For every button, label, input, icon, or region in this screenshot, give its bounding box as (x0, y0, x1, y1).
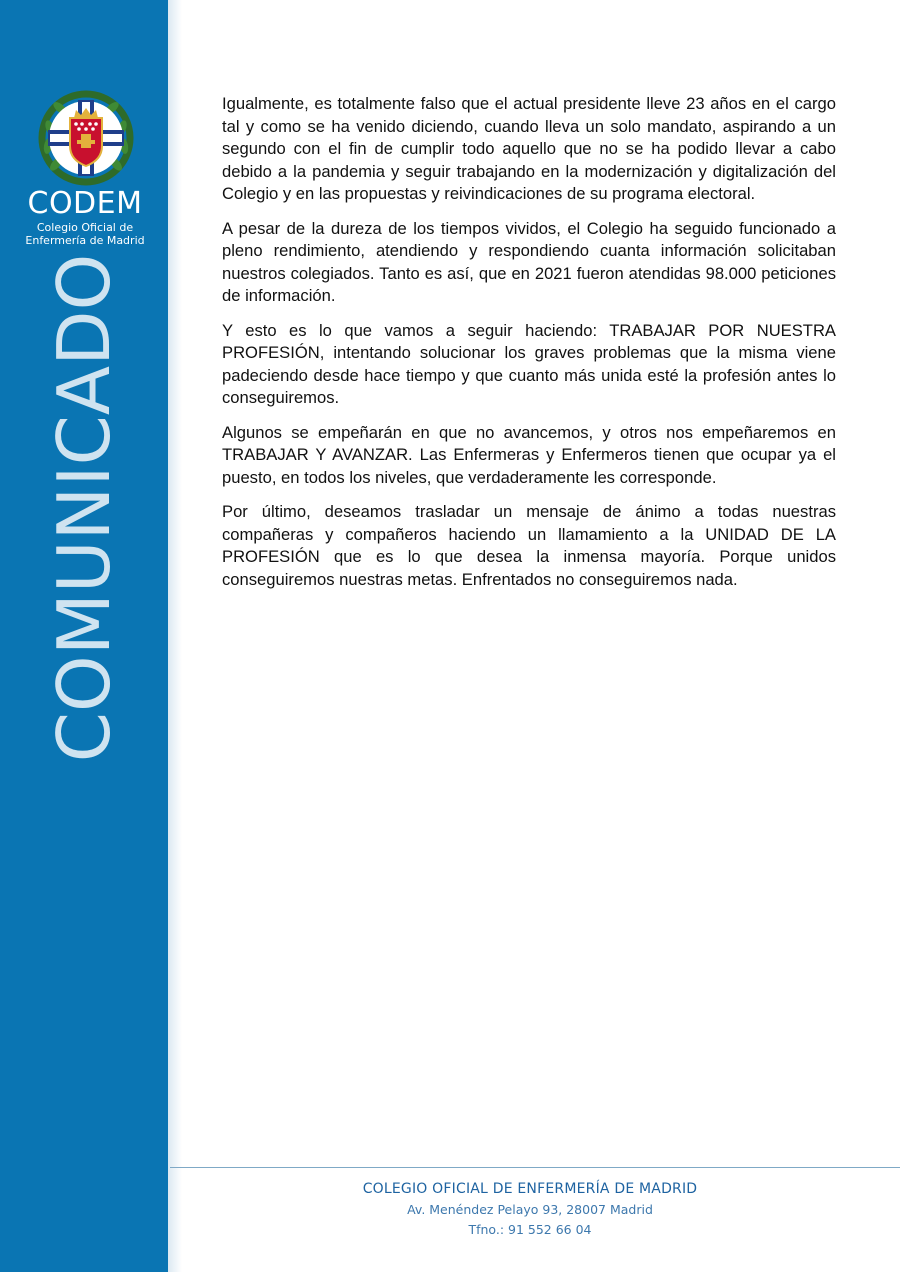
codem-crest-logo (36, 88, 136, 188)
sidebar (0, 0, 168, 1272)
paragraph: Y esto es lo que vamos a seguir haciendo: TRABAJAR POR NUESTRA PROFESIÓN, intentando solucionar los graves problemas que la misma viene padeciendo desde hace tiempo y que cuanto más unida esté la profesión antes lo conseguiremos. (222, 320, 836, 407)
paragraph: A pesar de la dureza de los tiempos vividos, el Colegio ha seguido funcionado a pleno rendimiento, atendiendo y respondiendo cuanta información solicitaban nuestros colegiados. Tanto es así, que en 2021 fueron atendidas 98.000 peticiones de información. (222, 218, 836, 305)
org-subtitle-line2: Enfermería de Madrid (25, 234, 145, 247)
footer-divider (170, 1167, 900, 1168)
org-subtitle-line1: Colegio Oficial de (36, 221, 134, 234)
vertical-heading: COMUNICADO (42, 253, 126, 763)
footer-address: Av. Menéndez Pelayo 93, 28007 Madrid (407, 1202, 653, 1217)
document-body (222, 93, 836, 603)
org-short-name: CODEM (27, 186, 143, 221)
footer-phone: Tfno.: 91 552 66 04 (468, 1222, 592, 1237)
paragraph: Por último, deseamos trasladar un mensaje de ánimo a todas nuestras compañeras y compañeros haciendo un llamamiento a la UNIDAD DE LA PROFESIÓN que es lo que desea la inmensa mayoría. Porque unidos conseguiremos nuestras metas. Enfrentados no conseguiremos nada. (222, 502, 836, 589)
paragraph: Algunos se empeñarán en que no avancemos, y otros nos empeñaremos en TRABAJAR Y AVANZAR. Las Enfermeras y Enfermeros tienen que ocupar ya el puesto, en todos los niveles, que verdaderamente les corresponde. (222, 422, 836, 487)
footer-org-name: COLEGIO OFICIAL DE ENFERMERÍA DE MADRID (362, 1181, 698, 1197)
paragraph: Igualmente, es totalmente falso que el actual presidente lleve 23 años en el cargo tal y como se ha venido diciendo, cuando lleva un solo mandato, aspirando a un segundo con el fin de cumplir todo aquello que no se ha podido llevar a cabo debido a la pandemia y seguir trabajando en la modernización y digitalización del Colegio y en las propuestas y reivindicaciones de su programa electoral. (222, 94, 836, 203)
sidebar-edge-gradient (168, 0, 182, 1272)
